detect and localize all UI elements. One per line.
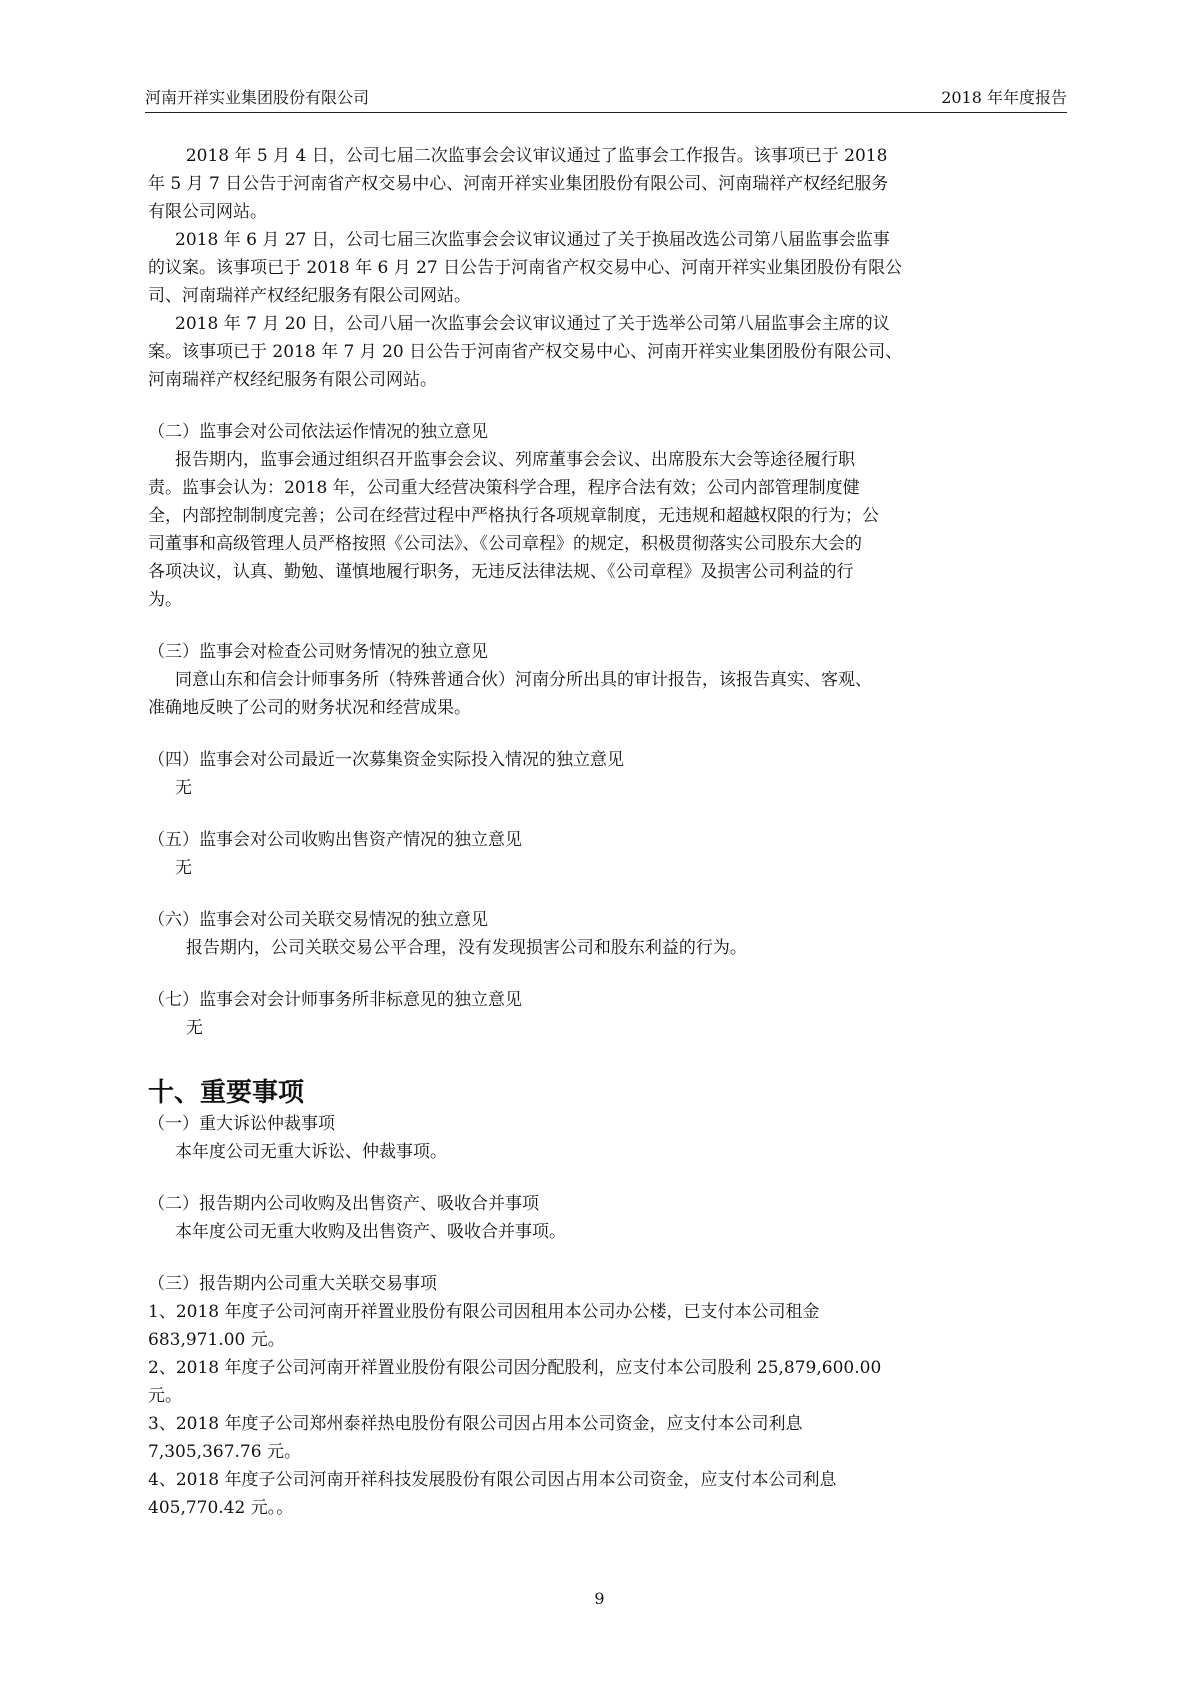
header-rule <box>145 112 1067 113</box>
section-4-heading: （四）监事会对公司最近一次募集资金实际投入情况的独立意见 <box>148 750 624 770</box>
header-report-title: 2018 年年度报告 <box>941 88 1067 107</box>
section-4-body: 无 <box>148 778 193 798</box>
page-number: 9 <box>594 1589 605 1608</box>
item-3-line-4: 4、2018 年度子公司河南开祥科技发展股份有限公司因占用本公司资金，应支付本公司利息 405,770.42 元。。 <box>148 1470 837 1518</box>
item-3-heading: （三）报告期内公司重大关联交易事项 <box>148 1274 437 1294</box>
paragraph-gap <box>148 1166 1060 1190</box>
item-2-heading: （二）报告期内公司收购及出售资产、吸收合并事项 <box>148 1194 539 1214</box>
chapter-10-title: 十、重要事项 <box>148 1078 305 1108</box>
paragraph-gap <box>148 802 1060 826</box>
paragraph-gap <box>148 394 1060 418</box>
page-body <box>148 142 1060 1522</box>
section-7-body: 无 <box>148 1018 203 1038</box>
item-3-line-1: 1、2018 年度子公司河南开祥置业股份有限公司因租用本公司办公楼，已支付本公司租金 683,971.00 元。 <box>148 1302 820 1350</box>
paragraph-gap <box>148 962 1060 986</box>
item-2-body: 本年度公司无重大收购及出售资产、吸收合并事项。 <box>148 1222 567 1242</box>
page-header <box>145 86 1067 110</box>
section-3-body: 同意山东和信会计师事务所（特殊普通合伙）河南分所出具的审计报告，该报告真实、客观、 准确地反映了公司的财务状况和经营成果。 <box>148 670 873 718</box>
header-company-name: 河南开祥实业集团股份有限公司 <box>145 88 370 107</box>
item-1-heading: （一）重大诉讼仲裁事项 <box>148 1114 335 1134</box>
paragraph-gap <box>148 1246 1060 1270</box>
section-7-heading: （七）监事会对会计师事务所非标意见的独立意见 <box>148 990 522 1010</box>
section-6-body: 报告期内，公司关联交易公平合理，没有发现损害公司和股东利益的行为。 <box>148 938 747 958</box>
section-6-heading: （六）监事会对公司关联交易情况的独立意见 <box>148 910 488 930</box>
paragraph-gap <box>148 1042 1060 1066</box>
paragraph-gap <box>148 614 1060 638</box>
paragraph-gap <box>148 882 1060 906</box>
para-meeting-july: 2018 年 7 月 20 日，公司八届一次监事会会议审议通过了关于选举公司第八届监事会主席的议 案。该事项已于 2018 年 7 月 20 日公告于河南省产权交易中心、河南开祥实业集团股份有限公司、 河南瑞祥产权经纪服务有限公司网站。 <box>148 314 903 390</box>
para-meeting-june: 2018 年 6 月 27 日，公司七届三次监事会会议审议通过了关于换届改选公司第八届监事会监事 的议案。该事项已于 2018 年 6 月 27 日公告于河南省产权交易中心、河南开祥实业集团股份有限公 司、河南瑞祥产权经纪服务有限公司网站。 <box>148 230 903 306</box>
section-2-body: 报告期内，监事会通过组织召开监事会会议、列席董事会会议、出席股东大会等途径履行职 责。监事会认为：2018 年，公司重大经营决策科学合理，程序合法有效；公司内部管理制度健 全，内部控制制度完善；公司在经营过程中严格执行各项规章制度，无违规和超越权限的行为；公 司董事和高级管理人员严格按照《公司法》、《公司章程》的规定，积极贯彻落实公司股东大会的 各项决议，认真、勤勉、谨慎地履行职务，无违反法律法规、《公司章程》及损害公司利益的行 为。 <box>148 450 879 610</box>
para-meeting-may: 2018 年 5 月 4 日，公司七届二次监事会会议审议通过了监事会工作报告。该事项已于 2018 年 5 月 7 日公告于河南省产权交易中心、河南开祥实业集团股份有限公司、河南瑞祥产权经纪服务 有限公司网站。 <box>148 146 889 222</box>
section-2-heading: （二）监事会对公司依法运作情况的独立意见 <box>148 422 488 442</box>
paragraph-gap <box>148 722 1060 746</box>
item-1-body: 本年度公司无重大诉讼、仲裁事项。 <box>148 1142 448 1162</box>
item-3-line-3: 3、2018 年度子公司郑州泰祥热电股份有限公司因占用本公司资金，应支付本公司利息 7,305,367.76 元。 <box>148 1414 803 1462</box>
section-5-heading: （五）监事会对公司收购出售资产情况的独立意见 <box>148 830 522 850</box>
section-5-body: 无 <box>148 858 193 878</box>
section-3-heading: （三）监事会对检查公司财务情况的独立意见 <box>148 642 488 662</box>
item-3-line-2: 2、2018 年度子公司河南开祥置业股份有限公司因分配股利，应支付本公司股利 25,879,600.00 元。 <box>148 1358 882 1406</box>
